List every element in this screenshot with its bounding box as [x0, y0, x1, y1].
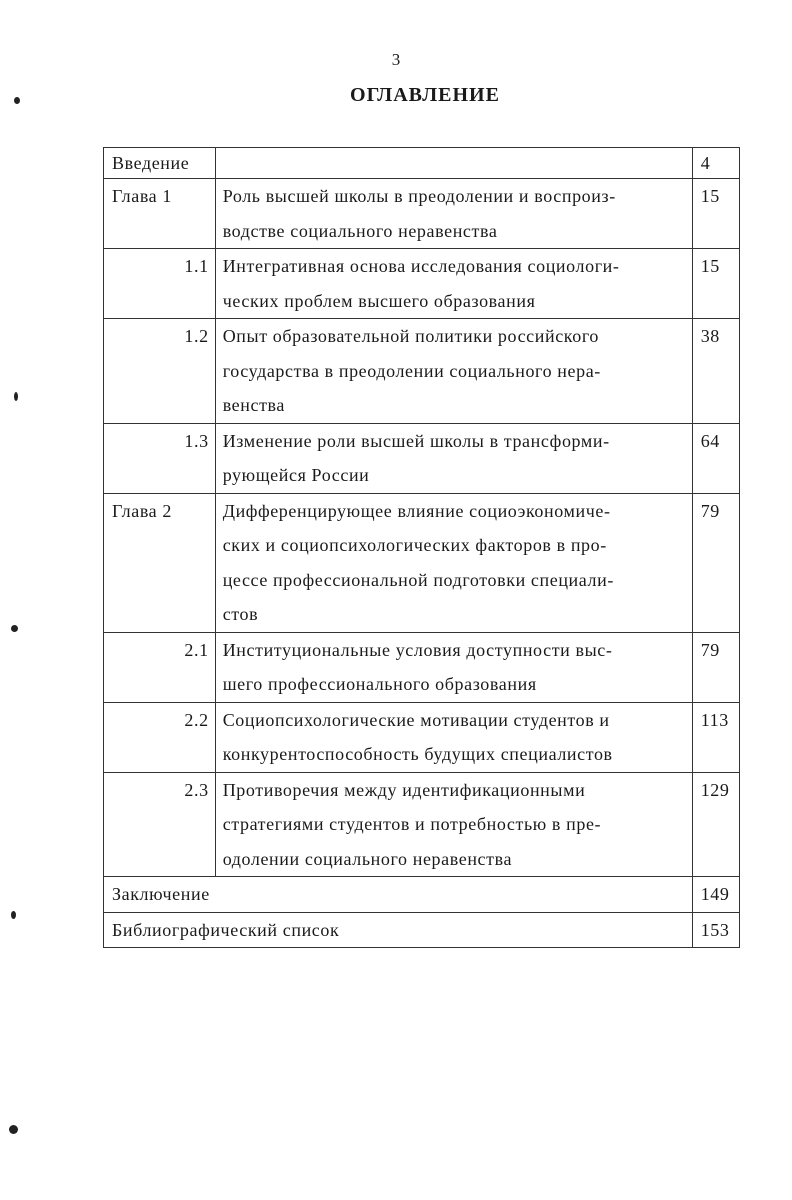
toc-label: 2.3 — [184, 779, 209, 800]
toc-page-cell — [692, 493, 739, 632]
toc-title — [216, 424, 692, 493]
toc-title-line: шего профессионального образования — [222, 674, 537, 694]
toc-page-cell — [692, 423, 739, 493]
toc-label: Введение — [112, 153, 190, 173]
toc-page-number: 4 — [700, 153, 711, 173]
toc-title-line: государства в преодолении социального нера- — [222, 360, 601, 381]
toc-table — [103, 147, 740, 948]
toc-label: Глава 2 — [112, 500, 172, 521]
toc-title-line: венства — [222, 395, 286, 415]
toc-title — [216, 633, 692, 702]
toc-label: 1.2 — [184, 326, 209, 346]
toc-title-line: ских и социопсихологических факторов в про- — [222, 535, 607, 555]
toc-page-number: 129 — [700, 779, 730, 800]
toc-title-line: Опыт образовательной политики российского — [222, 326, 599, 346]
toc-title — [216, 494, 692, 632]
toc-label-cell — [104, 249, 216, 319]
toc-label-cell — [104, 179, 216, 249]
toc-title-line: цессе профессиональной подготовки специали- — [222, 569, 614, 590]
toc-page-cell — [692, 877, 739, 913]
toc-row-section — [104, 632, 740, 702]
toc-row-bibliography — [104, 912, 740, 948]
toc-page-cell — [692, 702, 739, 772]
toc-title-cell — [215, 249, 692, 319]
toc-page-number: 38 — [700, 326, 720, 346]
toc-page-number: 79 — [700, 639, 720, 660]
toc-page-cell — [692, 632, 739, 702]
toc-page-number: 149 — [700, 884, 730, 904]
toc-label-cell — [104, 912, 693, 948]
toc-title-line: конкурентоспособность будущих специалистов — [222, 744, 613, 764]
toc-page-number: 79 — [700, 500, 720, 521]
toc-page-number: 153 — [700, 919, 730, 940]
toc-title — [216, 319, 692, 423]
toc-title-line: Интегративная основа исследования социологи- — [222, 256, 620, 276]
toc-label-cell — [104, 632, 216, 702]
toc-page-cell — [692, 148, 739, 179]
toc-label-cell — [104, 772, 216, 877]
toc-row-section — [104, 772, 740, 877]
toc-page-number: 113 — [700, 709, 729, 730]
toc-title-cell — [215, 423, 692, 493]
toc-label-cell — [104, 877, 693, 913]
toc-label: Заключение — [112, 884, 210, 904]
toc-title — [216, 249, 692, 318]
toc-title-cell — [215, 493, 692, 632]
toc-row-section — [104, 423, 740, 493]
scan-speck — [11, 625, 18, 632]
toc-row-chapter — [104, 179, 740, 249]
scan-speck — [14, 97, 20, 104]
toc-title-cell — [215, 319, 692, 424]
page-title: ОГЛАВЛЕНИЕ — [350, 84, 500, 106]
toc-row-section — [104, 319, 740, 424]
toc-title-line: стов — [222, 604, 259, 624]
scan-speck — [11, 911, 16, 919]
page-number: 3 — [391, 50, 401, 69]
toc-title-cell — [215, 179, 692, 249]
toc-page-cell — [692, 912, 739, 948]
scan-speck — [14, 392, 18, 401]
toc-title-line: рующейся России — [222, 465, 370, 485]
toc-title-line: ческих проблем высшего образования — [222, 290, 536, 311]
toc-title-line: Институциональные условия доступности выс- — [222, 639, 613, 660]
toc-title-cell — [215, 632, 692, 702]
toc-page-cell — [692, 319, 739, 424]
toc-label: Библиографический список — [112, 919, 340, 940]
toc-title-line: Изменение роли высшей школы в трансформи- — [222, 430, 610, 451]
toc-title-line: стратегиями студентов и потребностью в пре- — [222, 814, 602, 834]
toc-label: 1.3 — [184, 430, 209, 451]
toc-title-cell — [215, 148, 692, 179]
toc-title-line: водстве социального неравенства — [222, 220, 498, 241]
toc-title-line: Дифференцирующее влияние социоэкономиче- — [222, 500, 611, 521]
toc-title-line: Противоречия между идентификационными — [222, 779, 586, 800]
toc-row-section — [104, 249, 740, 319]
toc-page-cell — [692, 179, 739, 249]
toc-title — [216, 179, 692, 248]
toc-label-cell — [104, 493, 216, 632]
scan-speck — [9, 1125, 18, 1134]
toc-title-cell — [215, 772, 692, 877]
toc-page-cell — [692, 249, 739, 319]
toc-title-line: Социопсихологические мотивации студентов и — [222, 709, 610, 730]
toc-label: 2.1 — [184, 639, 209, 660]
toc-row-section — [104, 702, 740, 772]
toc-row-chapter — [104, 493, 740, 632]
toc-page-number: 15 — [700, 256, 720, 276]
toc-title — [216, 703, 692, 772]
toc-title-cell — [215, 702, 692, 772]
toc-title — [216, 773, 692, 877]
toc-label: Глава 1 — [112, 186, 172, 206]
toc-label: 2.2 — [184, 709, 209, 730]
toc-label: 1.1 — [184, 256, 209, 276]
toc-page-cell — [692, 772, 739, 877]
toc-label-cell — [104, 319, 216, 424]
toc-page-number: 15 — [700, 186, 720, 206]
toc-row-conclusion — [104, 877, 740, 913]
toc-body — [104, 148, 740, 948]
toc-label-cell — [104, 423, 216, 493]
toc-title-line: одолении социального неравенства — [222, 848, 513, 869]
toc-page-number: 64 — [700, 430, 720, 451]
toc-label-cell — [104, 702, 216, 772]
toc-title-line: Роль высшей школы в преодолении и воспроиз- — [222, 186, 616, 206]
